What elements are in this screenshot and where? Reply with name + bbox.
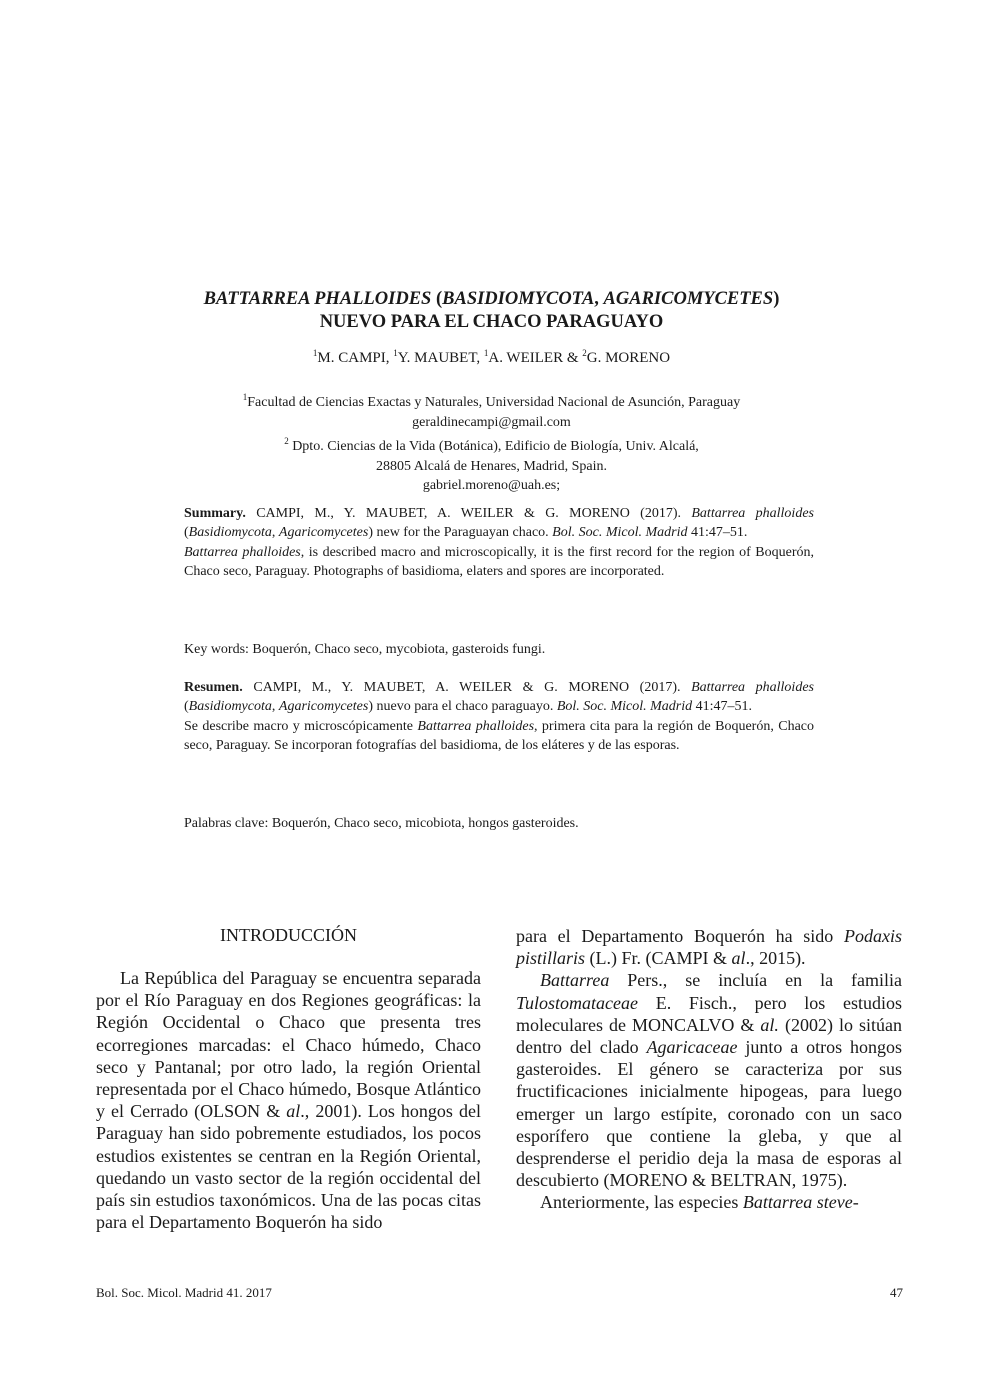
author-affil-sup: 1 bbox=[312, 348, 318, 358]
resumen-text: , primera cita para la región de Boquerón, Chaco seco, Paraguay. Se incorporan fotografías del basidioma, de los eláteres y de las esporas. bbox=[184, 718, 814, 754]
author-affil-sup: 2 bbox=[582, 348, 587, 358]
resumen-label: Resumen. bbox=[184, 680, 243, 695]
body-text: para el Departamento Boquerón ha sido bbox=[516, 926, 844, 946]
resumen-block bbox=[184, 678, 814, 756]
author-name: M. CAMPI, bbox=[317, 350, 394, 366]
palabras-clave: Palabras clave: Boquerón, Chaco seco, micobiota, hongos gasteroides. bbox=[184, 816, 579, 831]
body-text: ., 2001). Los hongos del Paraguay han sido pobremente estudiados, los pocos estudios existentes se centran en la Región Oriental, quedando un vasto sector de la región occidental del país sin estudios taxonómicos. Una de las pocas citas para el Departamento Boquerón ha sido bbox=[96, 1101, 481, 1233]
affil-sup: 2 bbox=[284, 436, 289, 446]
species-name: Battarrea steve- bbox=[742, 1192, 859, 1213]
species-name: Podaxis pistillaris bbox=[516, 926, 902, 969]
summary-citation bbox=[184, 504, 814, 543]
affiliation-1 bbox=[0, 388, 983, 413]
taxon-name: Agaricomycetes bbox=[278, 699, 369, 715]
page-number: 47 bbox=[890, 1285, 903, 1300]
body-text: La República del Paraguay se encuentra separada por el Río Paraguay en dos Regiones geográficas: la Región Occidental o Chaco que presenta tres ecorregiones marcadas: el Chaco húmedo, Chaco seco y Pantanal; por otro lado, la región Oriental representada por el Chaco húmedo, Bosque Atlántico y el Cerrado (OLSON & bbox=[96, 968, 481, 1122]
footer-journal: Bol. Soc. Micol. Madrid 41. 2017 bbox=[96, 1285, 272, 1300]
punct: , bbox=[271, 699, 279, 715]
family-name: Tulostomataceae bbox=[516, 992, 638, 1013]
genus-name: Battarrea bbox=[540, 970, 610, 991]
body-text: Anteriormente, las especies bbox=[540, 1192, 743, 1213]
citation-text: CAMPI, M., Y. MAUBET, A. WEILER & G. MORENO (2017). bbox=[245, 506, 692, 521]
title-taxon-1: BASIDIOMYCOTA bbox=[442, 289, 595, 309]
article-title bbox=[0, 288, 983, 334]
citation-pages: 41:47–51. bbox=[692, 699, 753, 715]
summary-block bbox=[184, 504, 814, 582]
author-affil-sup: 1 bbox=[393, 348, 398, 358]
title-comma: , bbox=[594, 289, 604, 309]
affiliation-2-address: 28805 Alcalá de Henares, Madrid, Spain. bbox=[376, 458, 607, 474]
taxon-name: Basidiomycota bbox=[188, 525, 272, 541]
body-text: (L.) Fr. (CAMPI & bbox=[585, 948, 732, 969]
affil-text: Dpto. Ciencias de la Vida (Botánica), Edificio de Biología, Univ. Alcalá, bbox=[292, 439, 699, 454]
journal-name: Bol. Soc. Micol. Madrid bbox=[552, 525, 688, 541]
intro-column-right bbox=[516, 925, 902, 1214]
intro-column-left bbox=[96, 967, 481, 1233]
resumen-text: Se describe macro y microscópicamente bbox=[184, 718, 418, 734]
author-name: Y. MAUBET, bbox=[397, 350, 484, 366]
keywords: Key words: Boquerón, Chaco seco, mycobiota, gasteroids fungi. bbox=[184, 642, 546, 657]
affil-text: Facultad de Ciencias Exactas y Naturales, Universidad Nacional de Asunción, Paraguay bbox=[247, 395, 741, 410]
resumen-citation bbox=[184, 678, 814, 717]
taxon-name: Basidiomycota bbox=[188, 699, 272, 715]
citation-title: ) nuevo para el chaco paraguayo. bbox=[368, 699, 557, 715]
intro-paragraph-3 bbox=[516, 1191, 902, 1213]
journal-name: Bol. Soc. Micol. Madrid bbox=[556, 699, 693, 715]
affiliation-2-email[interactable]: gabriel.moreno@uah.es; bbox=[422, 478, 561, 493]
intro-paragraph-1 bbox=[96, 967, 481, 1233]
citation-text: CAMPI, M., Y. MAUBET, A. WEILER & G. MORENO (2017). bbox=[242, 680, 692, 695]
et-al: al bbox=[286, 1101, 301, 1122]
author-affil-sup: 1 bbox=[483, 348, 489, 358]
affiliation-2 bbox=[0, 432, 983, 457]
clade-name: Agaricaceae bbox=[646, 1037, 738, 1058]
citation-title: ) new for the Paraguayan chaco. bbox=[368, 525, 553, 541]
punct: , bbox=[271, 525, 279, 541]
taxon-name: Agaricomycetes bbox=[278, 525, 369, 541]
intro-paragraph-2 bbox=[516, 969, 902, 1191]
species-name: Battarrea phalloides bbox=[417, 718, 535, 734]
et-al: al bbox=[731, 948, 746, 969]
species-name: Battarrea phalloides bbox=[691, 506, 814, 521]
summary-body bbox=[184, 543, 814, 582]
et-al: al. bbox=[760, 1014, 779, 1035]
author-name: G. MORENO bbox=[586, 350, 671, 366]
intro-paragraph-1-cont bbox=[516, 925, 902, 969]
title-taxon-2: AGARICOMYCETES bbox=[603, 289, 774, 309]
affiliation-1-email[interactable]: geraldinecampi@gmail.com bbox=[412, 414, 571, 430]
species-name: Battarrea phalloides bbox=[184, 544, 301, 560]
punct: ( bbox=[184, 699, 189, 715]
affiliations bbox=[0, 388, 983, 496]
body-text: E. Fisch., pero los estudios moleculares de MONCALVO & bbox=[516, 992, 902, 1035]
author-name: A. WEILER & bbox=[488, 350, 583, 366]
affil-sup: 1 bbox=[242, 392, 248, 402]
section-heading-introduccion: INTRODUCCIÓN bbox=[220, 925, 357, 945]
punct: ( bbox=[184, 525, 189, 541]
citation-pages: 41:47–51. bbox=[687, 525, 748, 541]
author-list bbox=[0, 348, 983, 367]
species-name: Battarrea phalloides bbox=[691, 680, 814, 695]
body-text: (2002) lo sitúan dentro del clado bbox=[516, 1014, 902, 1058]
title-species: BATTARREA PHALLOIDES bbox=[203, 289, 432, 309]
body-text: ., 2015). bbox=[745, 948, 806, 969]
summary-text: , is described macro and microscopically, it is the first record for the region of Boquerón, Chaco seco, Paraguay. Photographs of basidioma, elaters and spores are incorporated. bbox=[184, 544, 814, 580]
title-line-1 bbox=[0, 288, 983, 311]
title-paren: ( bbox=[431, 289, 443, 309]
resumen-body bbox=[184, 717, 814, 756]
title-paren-close: ) bbox=[773, 289, 780, 309]
body-text: junto a otros hongos gasteroides. El género se caracteriza por sus fructificaciones inicialmente hipogeas, para luego emerger un largo estípite, coronado con un saco esporífero que contiene la gleba, y que al desprenderse el peridio deja la masa de esporas al descubierto (MORENO & BELTRAN, 1975). bbox=[516, 1037, 902, 1191]
title-line-2: NUEVO PARA EL CHACO PARAGUAYO bbox=[319, 312, 664, 332]
body-text: Pers., se incluía en la familia bbox=[609, 970, 902, 991]
summary-label: Summary. bbox=[184, 506, 246, 521]
